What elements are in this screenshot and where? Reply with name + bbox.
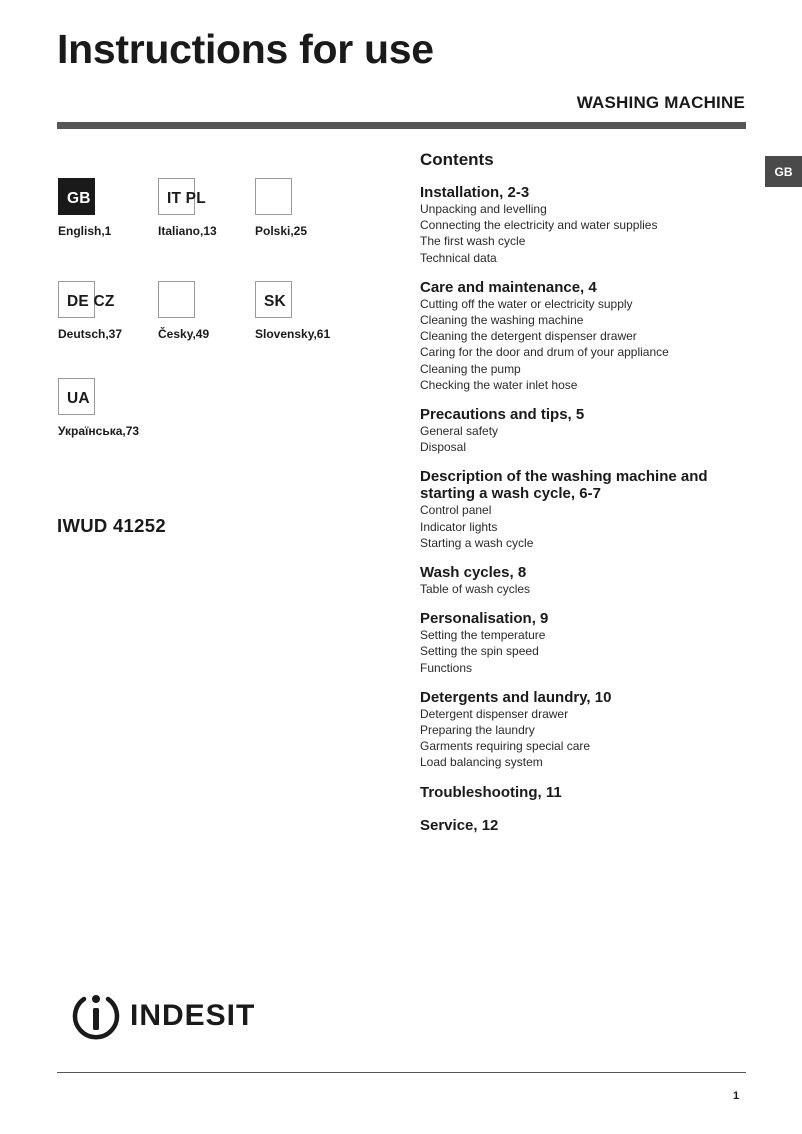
section-item: Control panel	[420, 503, 492, 518]
brand-logo	[70, 990, 255, 1042]
indesit-logo-icon	[70, 990, 122, 1042]
section-item: Checking the water inlet hose	[420, 377, 578, 392]
contents-sections	[420, 184, 750, 834]
section-title: Personalisation, 9	[420, 610, 549, 628]
section-item: Connecting the electricity and water supplies	[420, 218, 658, 233]
header-divider	[57, 122, 746, 129]
brand-name: INDESIT	[130, 999, 256, 1032]
section-item: Indicator lights	[420, 519, 498, 534]
table-of-contents	[420, 150, 750, 850]
section-item: Cutting off the water or electricity supply	[420, 296, 633, 311]
model-number: IWUD 41252	[57, 515, 166, 536]
contents-section	[420, 564, 750, 597]
language-box	[255, 281, 292, 318]
product-type: WASHING MACHINE	[576, 93, 745, 112]
section-item: Load balancing system	[420, 755, 543, 770]
section-item: Cleaning the pump	[420, 361, 521, 376]
footer-divider	[57, 1072, 746, 1073]
section-title: Description of the washing machine and starting a wash cycle, 6-7	[420, 468, 708, 503]
language-label: Українська,73	[58, 424, 140, 438]
section-title: Wash cycles, 8	[420, 564, 527, 582]
language-label: Česky,49	[158, 327, 210, 341]
contents-section	[420, 184, 750, 266]
language-box	[58, 281, 115, 318]
section-item: Table of wash cycles	[420, 582, 531, 597]
language-box	[158, 281, 195, 318]
section-item: Cleaning the washing machine	[420, 313, 584, 328]
contents-section	[420, 689, 750, 771]
contents-section	[420, 817, 750, 834]
section-item: Technical data	[420, 250, 497, 265]
section-item: Detergent dispenser drawer	[420, 706, 569, 721]
section-title: Installation, 2-3	[420, 184, 530, 201]
section-item: Garments requiring special care	[420, 739, 591, 754]
section-title: Service, 12	[420, 816, 499, 834]
language-box	[255, 178, 292, 215]
page-number: 1	[733, 1090, 740, 1102]
language-box	[158, 178, 206, 215]
section-title: Troubleshooting, 11	[420, 783, 562, 801]
section-item: Starting a wash cycle	[420, 535, 534, 550]
language-code: IT PL	[167, 190, 206, 207]
language-code: DE CZ	[67, 293, 115, 310]
section-title: Detergents and laundry, 10	[420, 688, 612, 706]
language-label: Deutsch,37	[58, 327, 123, 341]
contents-section	[420, 468, 750, 551]
section-title: Care and maintenance, 4	[420, 278, 597, 296]
section-item: General safety	[420, 424, 499, 439]
language-label: Slovensky,61	[255, 327, 331, 341]
language-label: Polski,25	[255, 224, 308, 238]
section-item: Caring for the door and drum of your appliance	[420, 345, 669, 360]
section-item: Cleaning the detergent dispenser drawer	[420, 329, 637, 344]
section-item: Disposal	[420, 440, 467, 455]
section-item: Unpacking and levelling	[420, 202, 547, 216]
section-title: Precautions and tips, 5	[420, 406, 585, 424]
contents-section	[420, 279, 750, 393]
language-code: GB	[67, 190, 91, 207]
language-box	[58, 178, 95, 215]
page-title: Instructions for use	[57, 26, 434, 72]
section-item: The first wash cycle	[420, 234, 526, 249]
language-code: UA	[67, 390, 90, 407]
section-item: Functions	[420, 660, 473, 675]
contents-section	[420, 610, 750, 676]
section-item: Setting the spin speed	[420, 644, 539, 659]
contents-heading: Contents	[420, 150, 494, 169]
section-item: Setting the temperature	[420, 628, 546, 643]
language-side-tab: GB	[765, 156, 802, 187]
contents-section	[420, 784, 750, 801]
language-label: English,1	[58, 224, 112, 238]
language-label: Italiano,13	[158, 224, 217, 238]
contents-section	[420, 406, 750, 455]
language-box	[58, 378, 95, 415]
section-item: Preparing the laundry	[420, 723, 535, 738]
language-code: SK	[264, 293, 286, 310]
